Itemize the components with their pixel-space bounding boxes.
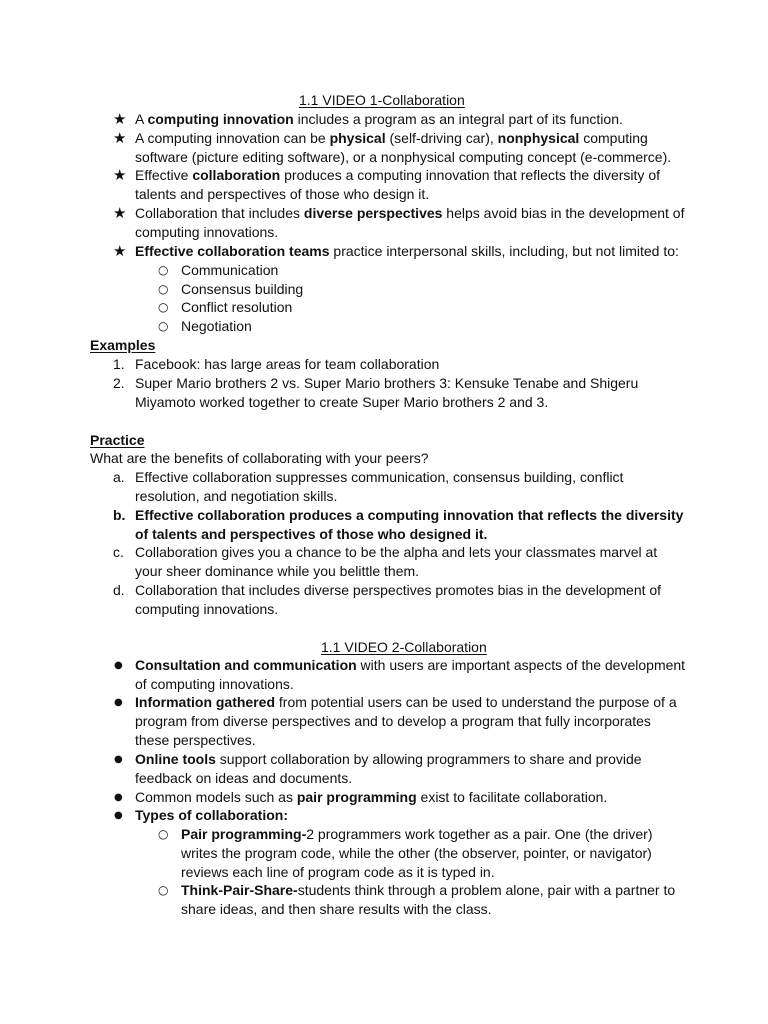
- practice-option-a: Effective collaboration suppresses communication, consensus building, conflict: [135, 469, 624, 485]
- example-item: Facebook: has large areas for team collaboration: [135, 356, 440, 372]
- video1-bullet-4: Collaboration that includes diverse perspectives helps avoid bias in the development of: [135, 205, 685, 221]
- video2-heading: 1.1 VIDEO 2-Collaboration: [321, 639, 487, 655]
- circle-bullet-icon: ○: [158, 319, 169, 333]
- video2-bullet-4: Common models such as pair programming exist to facilitate collaboration.: [135, 789, 608, 805]
- list-number: 1.: [113, 356, 125, 372]
- skill-item: Consensus building: [181, 281, 304, 297]
- star-bullet-icon: ★: [113, 129, 127, 147]
- collab-type-tps: Think-Pair-Share-students think through a problem alone, pair with a partner to: [181, 882, 676, 898]
- video1-bullet-5: Effective collaboration teams practice interpersonal skills, including, but not limited to:: [135, 243, 679, 259]
- option-letter: b.: [113, 507, 126, 523]
- dot-bullet-icon: ●: [114, 754, 123, 765]
- video1-bullet-3: Effective collaboration produces a computing innovation that reflects the diversity of: [135, 167, 660, 183]
- video1-bullet-2: A computing innovation can be physical (self-driving car), nonphysical computing: [135, 130, 648, 146]
- circle-bullet-icon: ○: [158, 282, 169, 296]
- video2-bullet-1: Consultation and communication with users are important aspects of the development: [135, 657, 686, 673]
- practice-option-c-cont: your sheer dominance while you belittle them.: [135, 563, 420, 579]
- video1-bullet-4-cont: computing innovations.: [135, 224, 279, 240]
- collab-type-tps-cont: share ideas, and then share results with the class.: [181, 901, 492, 917]
- video2-bullet-3-cont: feedback on ideas and documents.: [135, 770, 353, 786]
- video1-bullet-2-cont: software (picture editing software), or a nonphysical computing concept (e-commerce).: [135, 149, 672, 165]
- practice-option-b-cont: of talents and perspectives of those who designed it.: [135, 526, 488, 542]
- practice-question: What are the benefits of collaborating with your peers?: [90, 450, 429, 466]
- practice-option-d: Collaboration that includes diverse perspectives promotes bias in the development of: [135, 582, 662, 598]
- circle-bullet-icon: ○: [158, 827, 169, 841]
- video2-bullet-2-cont: program from diverse perspectives and to develop a program that fully incorporates: [135, 713, 651, 729]
- star-bullet-icon: ★: [113, 242, 127, 260]
- practice-option-c: Collaboration gives you a chance to be the alpha and lets your classmates marvel at: [135, 544, 658, 560]
- practice-option-d-cont: computing innovations.: [135, 601, 279, 617]
- video1-bullet-3-cont: talents and perspectives of those who design it.: [135, 186, 430, 202]
- example-item: Super Mario brothers 2 vs. Super Mario brothers 3: Kensuke Tenabe and Shigeru: [135, 375, 639, 391]
- practice-option-b: Effective collaboration produces a computing innovation that reflects the diversity: [135, 507, 684, 523]
- dot-bullet-icon: ●: [114, 810, 123, 821]
- dot-bullet-icon: ●: [114, 660, 123, 671]
- video2-bullet-3: Online tools support collaboration by allowing programmers to share and provide: [135, 751, 642, 767]
- circle-bullet-icon: ○: [158, 300, 169, 314]
- practice-label: Practice: [90, 432, 145, 448]
- collab-type-pair-cont2: reviews each line of program code as it is typed in.: [181, 864, 495, 880]
- collab-type-pair: Pair programming-2 programmers work together as a pair. One (the driver): [181, 826, 653, 842]
- example-item-cont: Miyamoto worked together to create Super Mario brothers 2 and 3.: [135, 394, 549, 410]
- examples-label: Examples: [90, 337, 156, 353]
- star-bullet-icon: ★: [113, 204, 127, 222]
- dot-bullet-icon: ●: [114, 792, 123, 803]
- option-letter: d.: [113, 582, 125, 598]
- list-number: 2.: [113, 375, 125, 391]
- skill-item: Communication: [181, 262, 279, 278]
- video2-bullet-5: Types of collaboration:: [135, 807, 288, 823]
- star-bullet-icon: ★: [113, 166, 127, 184]
- circle-bullet-icon: ○: [158, 883, 169, 897]
- video2-bullet-1-cont: of computing innovations.: [135, 676, 294, 692]
- video2-bullet-2-cont2: these perspectives.: [135, 732, 256, 748]
- dot-bullet-icon: ●: [114, 697, 123, 708]
- skill-item: Conflict resolution: [181, 299, 293, 315]
- video1-bullet-1: A computing innovation includes a program as an integral part of its function.: [135, 111, 623, 127]
- skill-item: Negotiation: [181, 318, 252, 334]
- option-letter: a.: [113, 469, 125, 485]
- circle-bullet-icon: ○: [158, 263, 169, 277]
- practice-option-a-cont: resolution, and negotiation skills.: [135, 488, 338, 504]
- video1-heading: 1.1 VIDEO 1-Collaboration: [299, 92, 465, 108]
- collab-type-pair-cont: writes the program code, while the other (the observer, pointer, or navigator): [181, 845, 652, 861]
- star-bullet-icon: ★: [113, 110, 127, 128]
- video2-bullet-2: Information gathered from potential users can be used to understand the purpose of a: [135, 694, 677, 710]
- option-letter: c.: [113, 544, 124, 560]
